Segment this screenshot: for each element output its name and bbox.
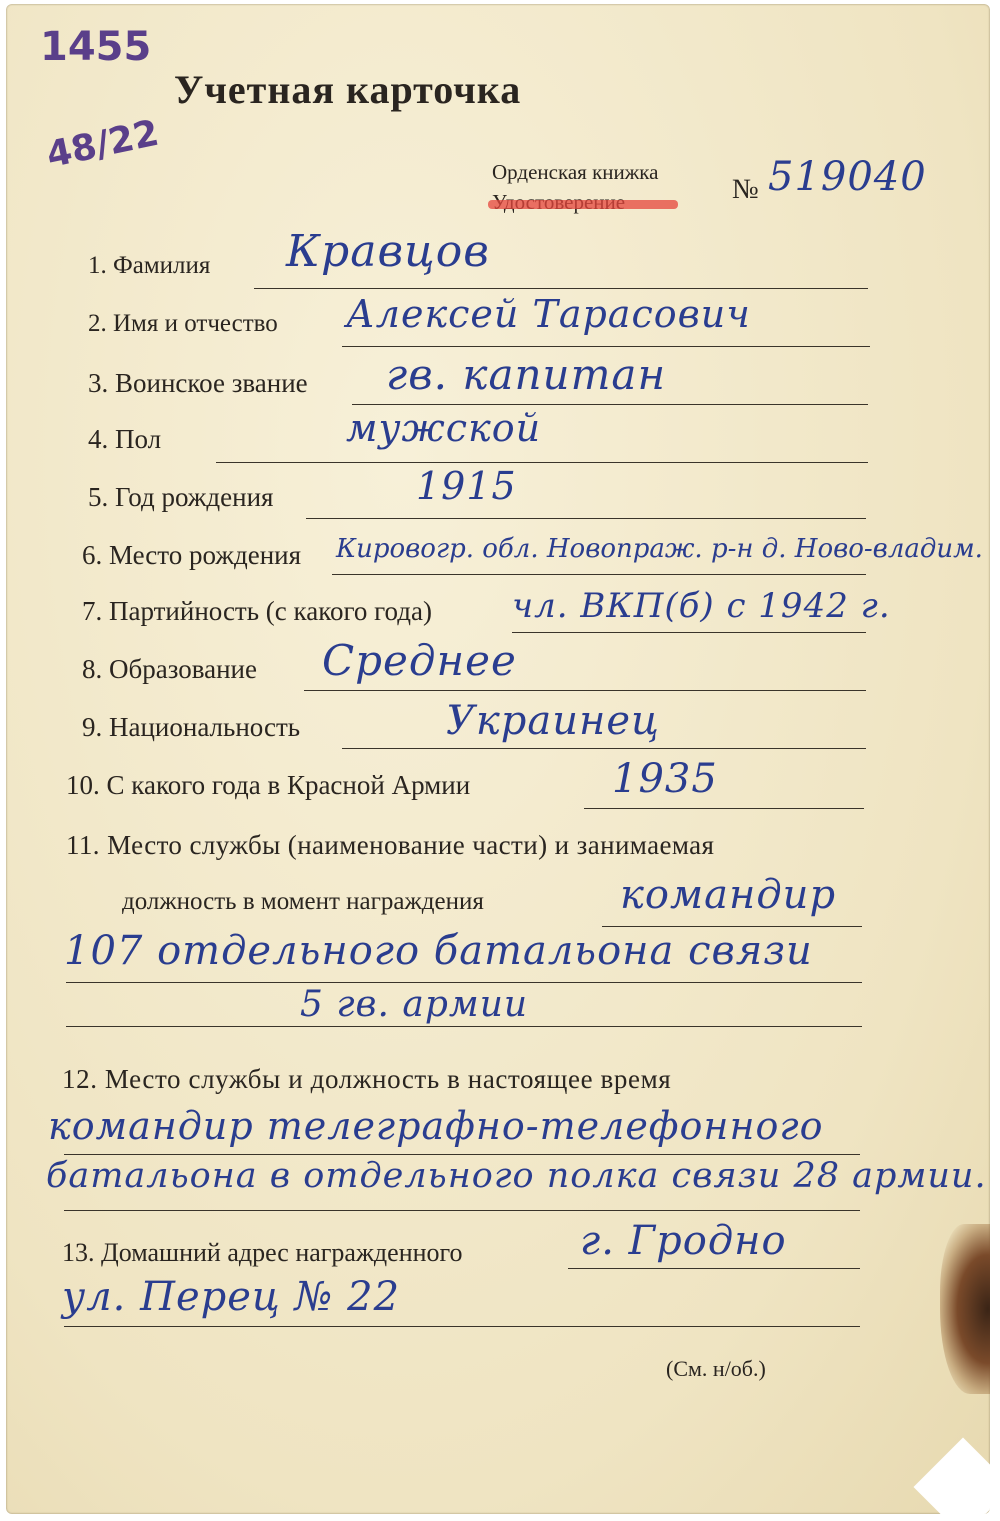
sex-line xyxy=(216,462,868,463)
home-address-line-1 xyxy=(568,1268,860,1269)
surname-label: 1. Фамилия xyxy=(88,252,211,279)
home-address-value-2: ул. Перец № 22 xyxy=(62,1274,401,1320)
surname-line xyxy=(254,288,868,289)
army-since-label: 10. С какого года в Красной Армии xyxy=(66,770,471,800)
birthplace-value: Кировогр. обл. Новопраж. р-н д. Ново-владим. xyxy=(336,534,983,564)
nationality-label: 9. Национальность xyxy=(82,712,301,742)
card-title: Учетная карточка xyxy=(174,67,522,112)
sex-value: мужской xyxy=(346,406,542,450)
rank-value: гв. капитан xyxy=(386,350,667,399)
home-address-value-1: г. Гродно xyxy=(580,1218,787,1264)
current-service-value-1: командир телеграфно-телефонного xyxy=(48,1104,824,1148)
number-sign: № xyxy=(732,174,759,205)
birth-year-value: 1915 xyxy=(416,464,517,508)
birthplace-line xyxy=(332,574,866,575)
pencil-note-bottom: 48/22 xyxy=(42,112,163,177)
home-address-label: 13. Домашний адрес награжденного xyxy=(62,1238,463,1267)
party-label: 7. Партийность (с какого года) xyxy=(82,596,432,626)
service-at-award-label-1: 11. Место службы (наименование части) и занимаемая xyxy=(66,830,715,860)
birthplace-label: 6. Место рождения xyxy=(82,540,302,570)
current-service-label: 12. Место службы и должность в настоящее время xyxy=(62,1064,672,1094)
birth-year-label: 5. Год рождения xyxy=(88,482,274,512)
sex-label: 4. Пол xyxy=(88,424,162,454)
doc-type-order-book: Орденская книжка xyxy=(492,160,659,184)
position-at-award-line xyxy=(602,926,862,927)
pencil-note-top: 1455 xyxy=(40,24,152,70)
birth-year-line xyxy=(306,518,866,519)
party-value: чл. ВКП(б) с 1942 г. xyxy=(512,586,891,626)
torn-corner xyxy=(914,1438,990,1514)
surname-value: Кравцов xyxy=(286,226,490,277)
education-value: Среднее xyxy=(322,636,517,685)
unit-at-award-line xyxy=(66,982,862,983)
army-at-award-value: 5 гв. армии xyxy=(300,984,529,1025)
rank-label: 3. Воинское звание xyxy=(88,368,308,398)
name-patronymic-value: Алексей Тарасович xyxy=(346,292,751,336)
unit-at-award-value: 107 отдельного батальона связи xyxy=(64,928,813,974)
burn-mark xyxy=(940,1224,990,1394)
army-since-value: 1935 xyxy=(612,756,718,802)
position-at-award-value: командир xyxy=(620,872,837,918)
nationality-line xyxy=(342,748,866,749)
rank-line xyxy=(352,404,868,405)
education-line xyxy=(304,690,866,691)
service-at-award-label-2: должность в момент награждения xyxy=(122,888,484,915)
name-patronymic-label: 2. Имя и отчество xyxy=(88,310,278,337)
name-patronymic-line xyxy=(342,346,870,347)
order-book-number: 519040 xyxy=(768,154,927,200)
see-reverse-note: (См. н/об.) xyxy=(666,1356,766,1381)
army-at-award-line xyxy=(66,1026,862,1027)
current-service-line-2 xyxy=(64,1210,860,1211)
strike-through-mark xyxy=(488,200,678,209)
current-service-line-1 xyxy=(64,1154,860,1155)
army-since-line xyxy=(584,808,864,809)
award-record-card xyxy=(6,4,990,1514)
party-line xyxy=(512,632,866,633)
home-address-line-2 xyxy=(64,1326,860,1327)
education-label: 8. Образование xyxy=(82,654,257,684)
nationality-value: Украинец xyxy=(446,698,660,744)
current-service-value-2: батальона в отдельного полка связи 28 армии. xyxy=(46,1156,987,1196)
